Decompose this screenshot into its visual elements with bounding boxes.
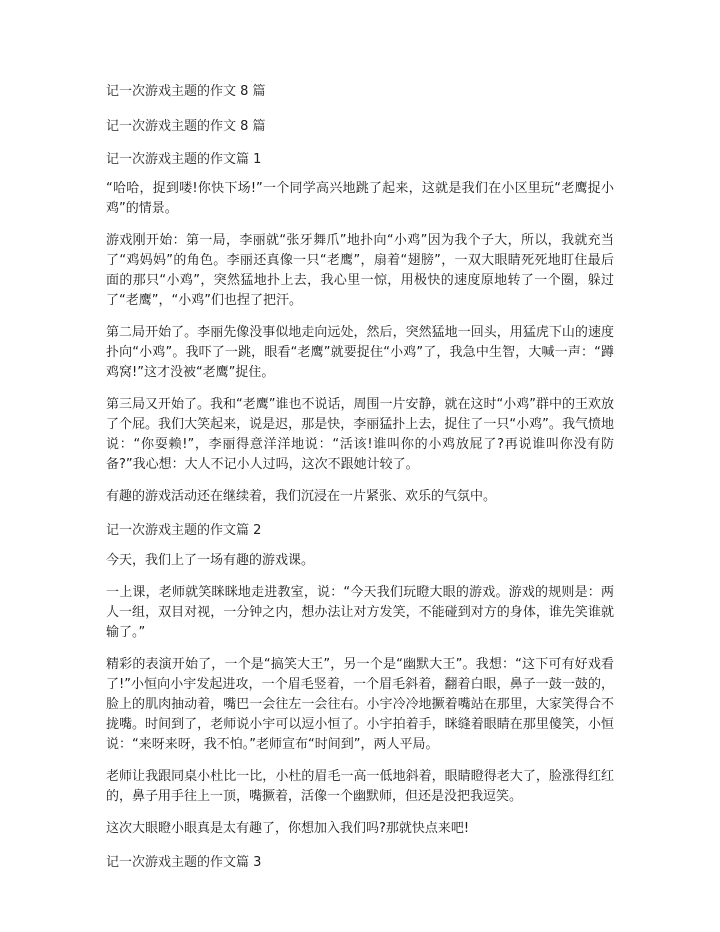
essay-1-paragraph-5: 有趣的游戏活动还在继续着，我们沉浸在一片紧张、欢乐的气氛中。 bbox=[106, 489, 497, 504]
essay-2-paragraph-3: 精彩的表演开始了，一个是“搞笑大王”，另一个是“幽默大王”。我想：“这下可有好戏看了!”小恒向小宇发起进攻，一个眉毛竖着，一个眉毛斜着，翻着白眼，鼻子一鼓一鼓的，脸上的肌肉抽动着，嘴巴一会往左一会往右。小宇冷冷地撅着嘴站在那里，大家笑得合不拢嘴。时间到了，老师说小宇可以逗小恒了。小宇拍着手，眯缝着眼睛在那里傻笑，小恒说：“来呀来呀，我不怕。”老师宣布“时间到”，两人平局。 bbox=[106, 657, 614, 752]
essay-1-paragraph-1: “哈哈，捉到喽!你快下场!”一个同学高兴地跳了起来，这就是我们在小区里玩“老鹰捉小鸡”的情景。 bbox=[106, 181, 614, 216]
doc-title: 记一次游戏主题的作文 8 篇 bbox=[106, 84, 266, 99]
essay-2-title: 记一次游戏主题的作文篇 2 bbox=[106, 523, 262, 538]
essay-3-title: 记一次游戏主题的作文篇 3 bbox=[106, 855, 262, 870]
essay-1-title: 记一次游戏主题的作文篇 1 bbox=[106, 152, 262, 167]
essay-2-paragraph-4: 老师让我跟同桌小杜比一比，小杜的眉毛一高一低地斜着，眼睛瞪得老大了，脸涨得红红的，鼻子用手往上一顶，嘴撅着，活像一个幽默师，但还是没把我逗笑。 bbox=[106, 769, 614, 804]
document-page bbox=[106, 82, 614, 873]
essay-1-paragraph-4: 第三局又开始了。我和“老鹰”谁也不说话，周围一片安静，就在这时“小鸡”群中的王欢放了个屁。我们大笑起来，说是迟，那是快，李丽猛扑上去，捉住了一只“小鸡”。我气愤地说：“你耍赖!”，李丽得意洋洋地说：“活该!谁叫你的小鸡放屁了?再说谁叫你没有防备?”我心想：大人不记小人过吗，这次不跟她计较了。 bbox=[106, 397, 614, 472]
essay-2-paragraph-5: 这次大眼瞪小眼真是太有趣了，你想加入我们吗?那就快点来吧! bbox=[106, 821, 470, 836]
essay-2-paragraph-1: 今天，我们上了一场有趣的游戏课。 bbox=[106, 553, 315, 568]
essay-2-paragraph-2: 一上课，老师就笑眯眯地走进教室，说：“今天我们玩瞪大眼的游戏。游戏的规则是：两人一组，双目对视，一分钟之内，想办法让对方发笑，不能碰到对方的身体，谁先笑谁就输了。” bbox=[106, 585, 614, 640]
essay-1-paragraph-2: 游戏刚开始：第一局，李丽就“张牙舞爪”地扑向“小鸡”因为我个子大，所以，我就充当了“鸡妈妈”的角色。李丽还真像一只“老鹰”，扇着“翅膀”，一双大眼睛死死地盯住最后面的那只“小鸡”，突然猛地扑上去，我心里一惊，用极快的速度原地转了一个圈，躲过了“老鹰”，“小鸡”们也捏了把汗。 bbox=[106, 233, 614, 308]
essay-1-paragraph-3: 第二局开始了。李丽先像没事似地走向远处，然后，突然猛地一回头，用猛虎下山的速度扑向“小鸡”。我吓了一跳，眼看“老鹰”就要捉住“小鸡”了，我急中生智，大喊一声：“蹲鸡窝!”这才没被“老鹰”捉住。 bbox=[106, 325, 614, 380]
doc-title-repeat: 记一次游戏主题的作文 8 篇 bbox=[106, 119, 266, 134]
